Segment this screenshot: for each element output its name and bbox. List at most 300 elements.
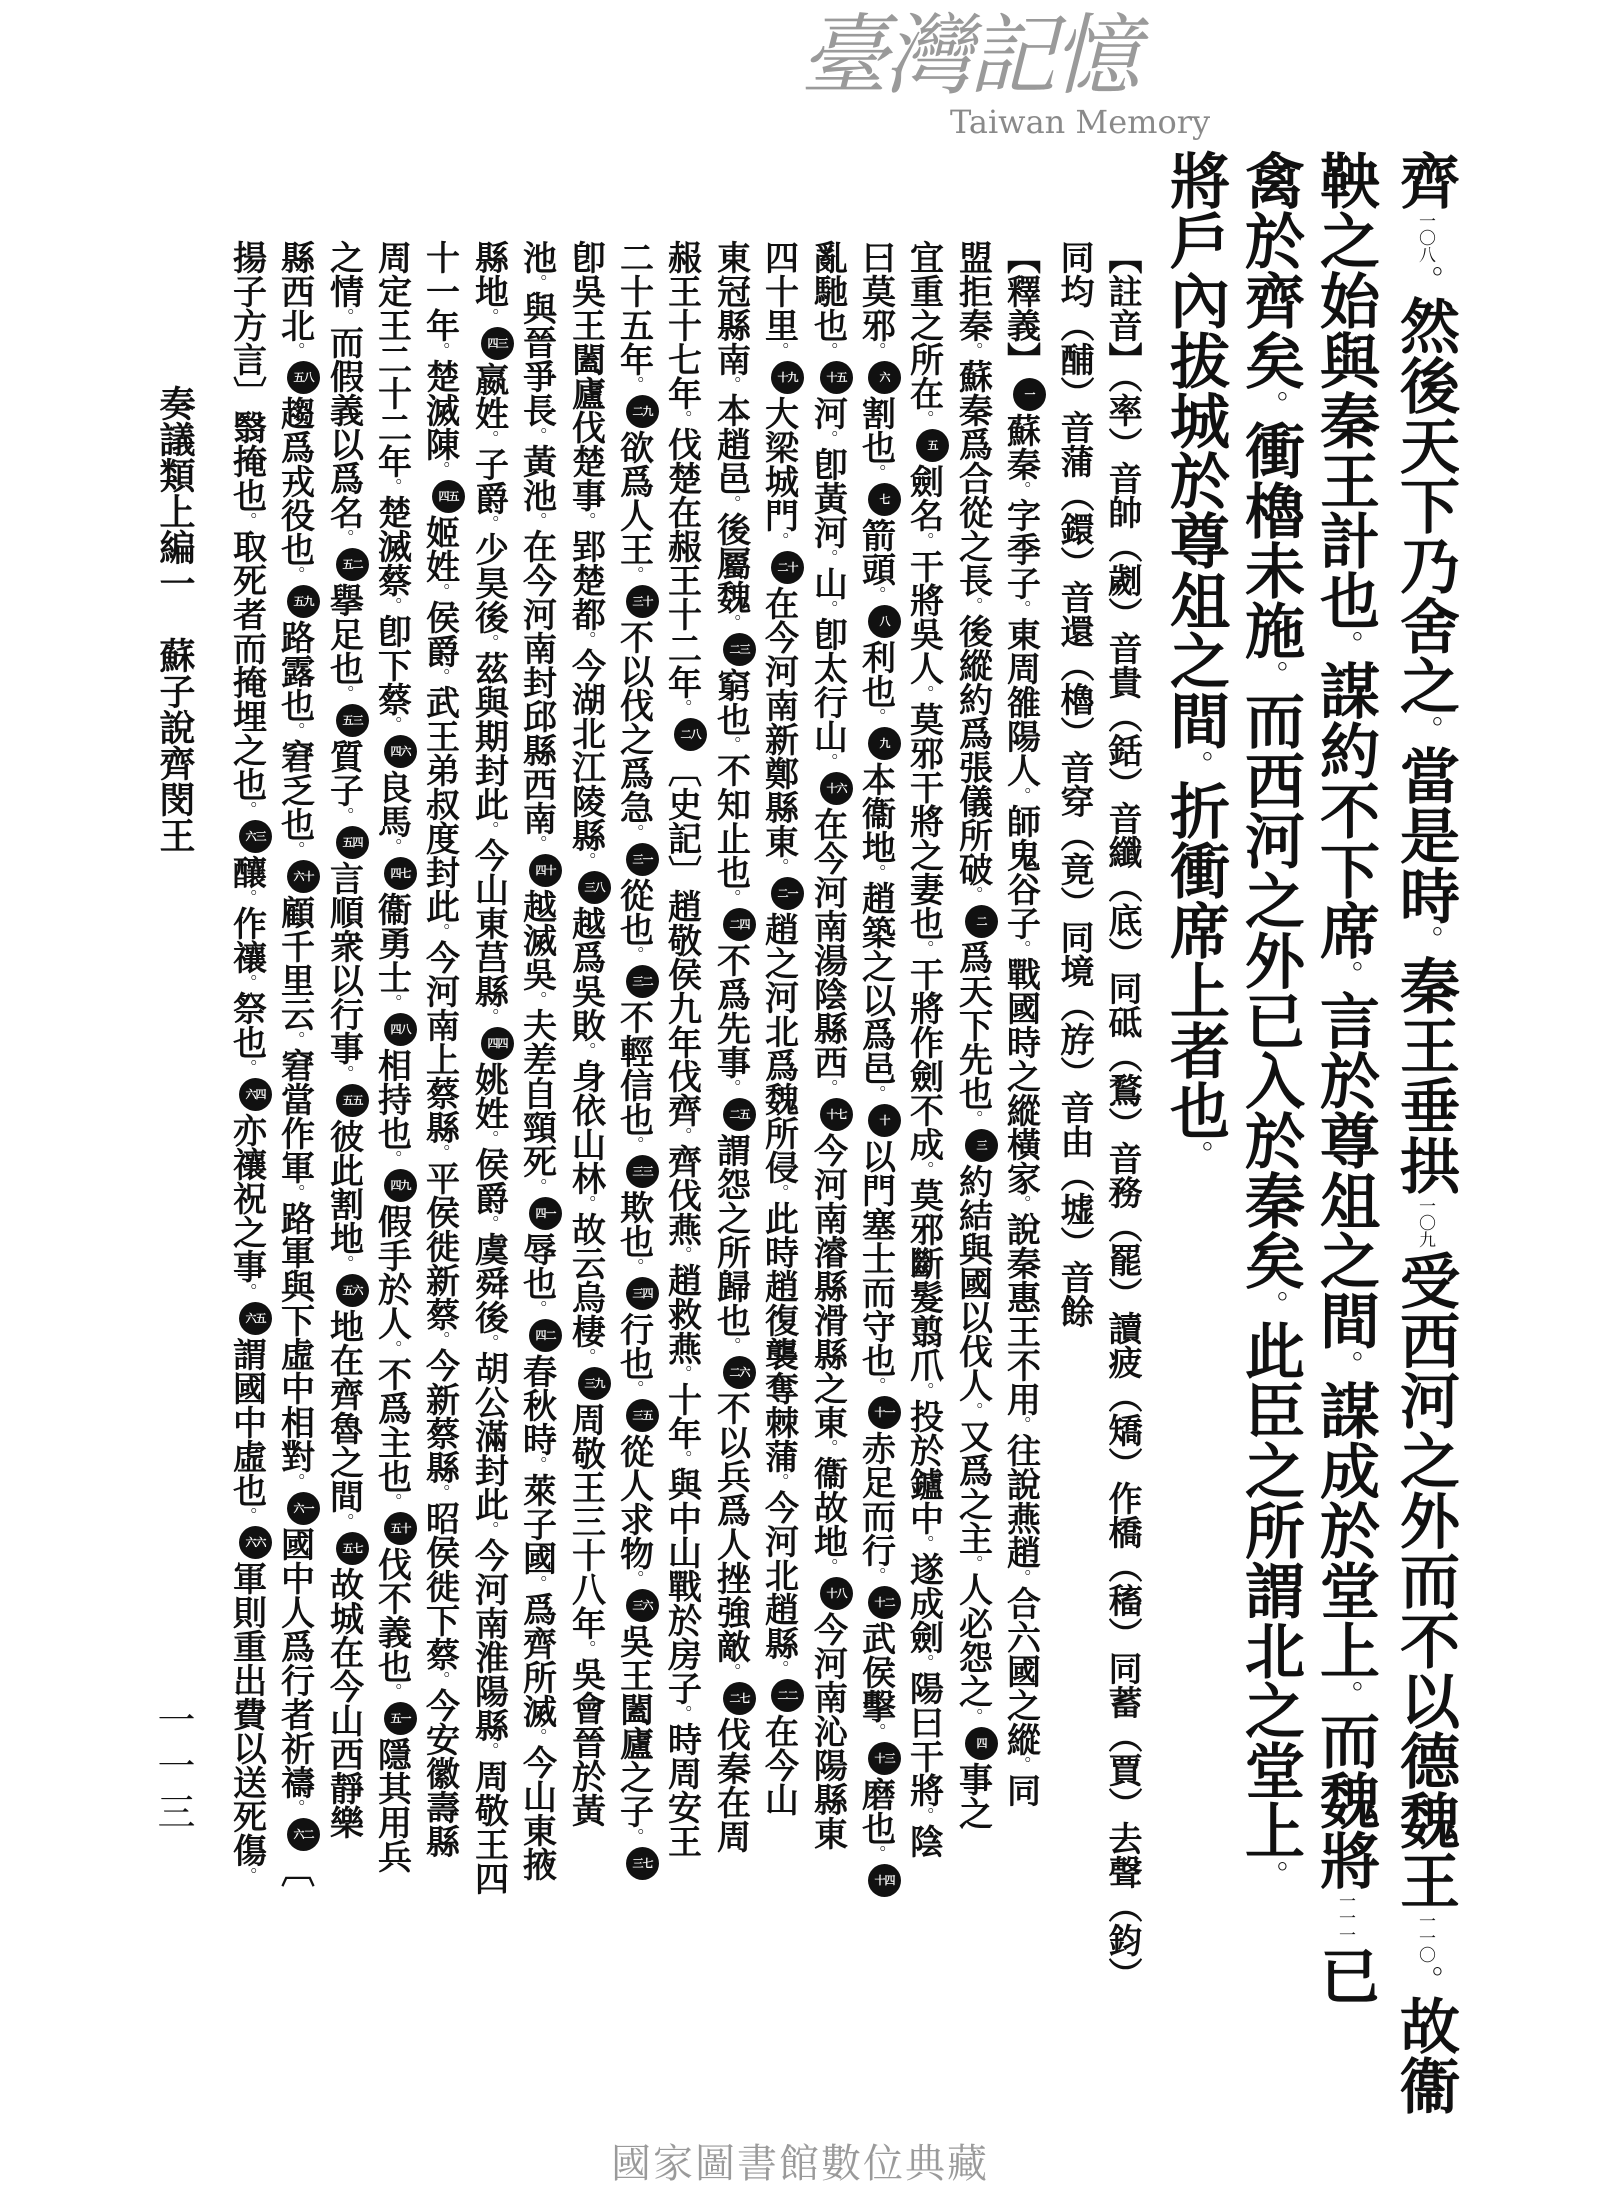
punctuation-mark: 。 xyxy=(1253,1860,1288,1890)
text-run: 今湖北江陵縣 xyxy=(565,648,606,852)
text-run: 後屬魏 xyxy=(710,512,751,614)
note-marker: 十八 xyxy=(820,1577,853,1610)
running-title: 奏議類上編一 蘇子說齊閔王 xyxy=(154,385,196,853)
text-run: 以門塞士而守也 xyxy=(855,1139,896,1377)
note-marker: 十三 xyxy=(868,1742,901,1775)
text-run: 欺也 xyxy=(613,1190,654,1258)
punctuation-mark: 。 xyxy=(768,532,789,549)
text-run: 假手於人 xyxy=(371,1204,412,1340)
text-run: 伐秦在周 xyxy=(710,1717,751,1853)
text-run: 大梁城門 xyxy=(758,396,799,532)
text-run: 窘當作軍 xyxy=(274,1048,315,1184)
note-marker: 三六 xyxy=(626,1589,659,1622)
text-run: 蘇秦 xyxy=(1000,413,1041,481)
text-run: 蘇秦爲合從之長 xyxy=(952,359,993,597)
text-run: 釀 xyxy=(226,855,267,889)
text-run: 爲天下先也 xyxy=(952,940,993,1110)
text-run: 割也 xyxy=(855,396,896,464)
text-run: 從人求物 xyxy=(613,1434,654,1570)
note-marker: 十五 xyxy=(820,361,853,394)
punctuation-mark: 。 xyxy=(478,1742,499,1759)
note-column xyxy=(1000,240,1046,1807)
text-run: 少昊後 xyxy=(468,532,509,634)
text-run: 與中山戰於房子 xyxy=(661,1467,702,1705)
text-run: 戰國時之縱橫家 xyxy=(1000,957,1041,1195)
note-column xyxy=(323,240,369,1839)
text-run: 卽太行山 xyxy=(807,617,848,753)
note-marker: 五五 xyxy=(336,1084,369,1117)
punctuation-mark: 。 xyxy=(913,1807,934,1824)
page-number: 一一三 xyxy=(151,1700,195,1838)
text-run: 〔 xyxy=(274,1853,315,1887)
punctuation-mark: 。 xyxy=(913,1161,934,1178)
punctuation-mark: 。 xyxy=(817,600,838,617)
text-run: 黃池 xyxy=(516,444,557,512)
punctuation-mark: 。 xyxy=(333,1255,354,1272)
text-run: 趙救燕 xyxy=(661,1263,702,1365)
punctuation-mark: 。 xyxy=(575,852,596,869)
note-column xyxy=(516,240,562,1881)
text-run: 干將吳人 xyxy=(903,549,944,685)
punctuation-mark: 。 xyxy=(1253,660,1288,690)
punctuation-mark: 。 xyxy=(1253,1290,1288,1320)
punctuation-mark: 。 xyxy=(526,1178,547,1195)
text-run: 趨爲戎役也 xyxy=(274,396,315,566)
note-marker: 六一 xyxy=(287,1492,320,1525)
punctuation-mark: 。 xyxy=(817,1558,838,1575)
punctuation-mark: 。 xyxy=(623,566,644,583)
text-run: 姚姓 xyxy=(468,1062,509,1130)
punctuation-mark: 。 xyxy=(478,821,499,838)
text-run: 【註音】（率）音帥（劌）音貴（銛）音纖（底）同砥（鶩）音務（罷）讀疲（矯）作橋（稸）同蓄（賈）去聲（鈞） xyxy=(1102,240,1142,1991)
note-marker: 五 xyxy=(916,429,949,462)
library-watermark: 國家圖書館數位典藏 xyxy=(611,2141,989,2187)
text-run: 同 xyxy=(1000,1773,1041,1807)
text-run: 卽黃河 xyxy=(807,447,848,549)
section-number: 一〇八 xyxy=(1415,212,1435,263)
punctuation-mark: 。 xyxy=(865,1845,886,1862)
text-run: 周定王二十二年 xyxy=(371,240,412,478)
punctuation-mark: 。 xyxy=(962,342,983,359)
punctuation-mark: 。 xyxy=(720,495,741,512)
punctuation-mark: 。 xyxy=(284,1473,305,1490)
text-run: 本衞地 xyxy=(855,762,896,864)
taiwan-memory-logo-watermark xyxy=(800,4,1260,143)
punctuation-mark: 。 xyxy=(381,716,402,733)
note-marker: 十二 xyxy=(868,1586,901,1619)
text-run: 作禳 xyxy=(226,906,267,974)
punctuation-mark: 。 xyxy=(1328,960,1363,990)
punctuation-mark: 。 xyxy=(478,1334,499,1351)
note-marker: 四 xyxy=(965,1727,998,1760)
punctuation-mark: 。 xyxy=(720,614,741,631)
punctuation-mark: 。 xyxy=(429,1671,450,1688)
note-column xyxy=(952,240,998,1830)
text-run: 劍名 xyxy=(903,464,944,532)
punctuation-mark: 。 xyxy=(526,512,547,529)
punctuation-mark: 。 xyxy=(236,974,257,991)
punctuation-mark: 。 xyxy=(865,1723,886,1740)
punctuation-mark: 。 xyxy=(236,801,257,818)
text-run: 赤足而行 xyxy=(855,1431,896,1567)
punctuation-mark: 。 xyxy=(575,1348,596,1365)
text-run: 秦王垂拱 xyxy=(1390,955,1460,1195)
punctuation-mark: 。 xyxy=(865,1567,886,1584)
note-marker: 五二 xyxy=(336,548,369,581)
text-run: 越爲吳敗 xyxy=(565,906,606,1042)
note-marker: 四十 xyxy=(529,854,562,887)
text-run: 陽曰干將 xyxy=(903,1671,944,1807)
punctuation-mark: 。 xyxy=(768,342,789,359)
note-marker: 三五 xyxy=(626,1399,659,1432)
punctuation-mark: 。 xyxy=(236,512,257,529)
text-run: 謂怨之所歸也 xyxy=(710,1133,751,1337)
note-marker: 十 xyxy=(868,1104,901,1137)
punctuation-mark: 。 xyxy=(1010,1756,1031,1773)
punctuation-mark: 。 xyxy=(236,1059,257,1076)
punctuation-mark: 。 xyxy=(381,1340,402,1357)
text-run: 陰 xyxy=(903,1824,944,1858)
punctuation-mark: 。 xyxy=(962,1402,983,1419)
note-marker: 二 xyxy=(965,905,998,938)
punctuation-mark: 。 xyxy=(526,1456,547,1473)
text-run: 宜重之所在 xyxy=(903,240,944,410)
note-column xyxy=(565,240,611,1827)
text-run: 窘乏也 xyxy=(274,739,315,841)
text-run: 不以兵爲人挫強敵 xyxy=(710,1391,751,1663)
punctuation-mark: 。 xyxy=(429,1484,450,1501)
punctuation-mark: 。 xyxy=(575,631,596,648)
punctuation-mark: 。 xyxy=(913,1382,934,1399)
text-run: 衞故地 xyxy=(807,1456,848,1558)
text-run: 莫邪干將之妻也 xyxy=(903,702,944,940)
text-run: 今安徽壽縣 xyxy=(419,1688,460,1858)
punctuation-mark: 。 xyxy=(284,342,305,359)
note-marker: 四一 xyxy=(529,1197,562,1230)
punctuation-mark: 。 xyxy=(236,889,257,906)
text-run: 合六國之縱 xyxy=(1000,1586,1041,1756)
punctuation-mark: 。 xyxy=(817,1079,838,1096)
main-column xyxy=(1392,150,1458,2115)
punctuation-mark: 。 xyxy=(284,1031,305,1048)
note-marker: 五三 xyxy=(336,704,369,737)
note-marker: 五四 xyxy=(336,826,369,859)
note-marker: 十四 xyxy=(868,1864,901,1897)
text-run: 揚子方言〕翳掩也 xyxy=(226,240,267,512)
punctuation-mark: 。 xyxy=(817,342,838,359)
text-run: 曰莫邪 xyxy=(855,240,896,342)
text-run: 約結與國以伐人 xyxy=(952,1164,993,1402)
punctuation-mark: 。 xyxy=(913,940,934,957)
punctuation-mark: 。 xyxy=(284,1799,305,1816)
text-run: 爲齊所滅 xyxy=(516,1592,557,1728)
note-marker: 五一 xyxy=(384,1702,417,1735)
text-run: 良馬 xyxy=(371,770,412,838)
text-run: 四十里 xyxy=(758,240,799,342)
text-run: 今河南上蔡縣 xyxy=(419,940,460,1144)
text-run: 投於鑪中 xyxy=(903,1399,944,1535)
punctuation-mark: 。 xyxy=(671,1705,692,1722)
text-run: 春秋時 xyxy=(516,1354,557,1456)
logo-english-text: Taiwan Memory xyxy=(950,103,1211,141)
punctuation-mark: 。 xyxy=(478,1130,499,1147)
punctuation-mark: 。 xyxy=(671,1246,692,1263)
note-marker: 三三 xyxy=(626,1155,659,1188)
punctuation-mark: 。 xyxy=(429,1331,450,1348)
text-run: 擧足也 xyxy=(323,583,364,685)
punctuation-mark: 。 xyxy=(913,532,934,549)
note-marker: 五七 xyxy=(336,1532,369,1565)
punctuation-mark: 。 xyxy=(526,1300,547,1317)
text-run: 而西河之外已入於秦矣 xyxy=(1235,690,1305,1290)
text-run: 萊子國 xyxy=(516,1473,557,1575)
punctuation-mark: 。 xyxy=(333,308,354,325)
note-column xyxy=(855,240,901,1899)
text-run: 衝櫓未施 xyxy=(1235,420,1305,660)
text-run: 不輕信也 xyxy=(613,1000,654,1136)
punctuation-mark: 。 xyxy=(1178,750,1213,780)
text-run: 今山東莒縣 xyxy=(468,838,509,1008)
note-marker: 五十 xyxy=(384,1512,417,1545)
punctuation-mark: 。 xyxy=(236,1283,257,1300)
note-column xyxy=(613,240,659,1882)
text-run: 軍則重出費以送死傷 xyxy=(226,1561,267,1867)
text-run: 謂國中虛也 xyxy=(226,1337,267,1507)
text-run: 將戶內拔城於尊俎之間 xyxy=(1160,150,1230,750)
text-run: 縣西北 xyxy=(274,240,315,342)
text-run: 今新蔡縣 xyxy=(419,1348,460,1484)
text-run: 郢楚都 xyxy=(565,529,606,631)
punctuation-mark: 。 xyxy=(623,946,644,963)
text-run: 彼此割地 xyxy=(323,1119,364,1255)
punctuation-mark: 。 xyxy=(962,1555,983,1572)
section-number: 一一〇 xyxy=(1415,1912,1435,1963)
text-run: 之情 xyxy=(323,240,364,308)
punctuation-mark: 。 xyxy=(575,1640,596,1657)
text-run: 在今河南湯陰縣西 xyxy=(807,807,848,1079)
note-marker: 六 xyxy=(868,361,901,394)
punctuation-mark: 。 xyxy=(284,722,305,739)
note-column xyxy=(758,240,804,1816)
text-run: 隱其用兵 xyxy=(371,1737,412,1873)
punctuation-mark: 。 xyxy=(1328,630,1363,660)
punctuation-mark: 。 xyxy=(913,410,934,427)
punctuation-mark: 。 xyxy=(526,991,547,1008)
punctuation-mark: 。 xyxy=(962,886,983,903)
text-run: 與晉爭長 xyxy=(516,291,557,427)
text-run: 縣地 xyxy=(468,240,509,308)
note-marker: 二二 xyxy=(771,1679,804,1712)
main-column xyxy=(1162,150,1228,1170)
punctuation-mark: 。 xyxy=(526,1575,547,1592)
punctuation-mark: 。 xyxy=(381,1683,402,1700)
text-run: 趙之河北爲魏所侵 xyxy=(758,912,799,1184)
punctuation-mark: 。 xyxy=(865,342,886,359)
note-column xyxy=(1053,240,1095,1328)
punctuation-mark: 。 xyxy=(575,1195,596,1212)
text-run: 今河南沁陽縣東 xyxy=(807,1612,848,1850)
text-run: 禽於齊矣 xyxy=(1235,150,1305,390)
punctuation-mark: 。 xyxy=(623,376,644,393)
punctuation-mark: 。 xyxy=(671,1127,692,1144)
punctuation-mark: 。 xyxy=(865,1377,886,1394)
punctuation-mark: 。 xyxy=(865,708,886,725)
text-run: 〔史記〕趙敬侯九年伐齊 xyxy=(661,753,702,1127)
note-marker: 二六 xyxy=(723,1356,756,1389)
note-marker: 四三 xyxy=(481,327,514,360)
punctuation-mark: 。 xyxy=(333,1513,354,1530)
note-marker: 十六 xyxy=(820,772,853,805)
punctuation-mark: 。 xyxy=(1010,787,1031,804)
text-run: 夫差自頸死 xyxy=(516,1008,557,1178)
punctuation-mark: 。 xyxy=(623,824,644,841)
text-run: 虞舜後 xyxy=(468,1232,509,1334)
text-run: 十年 xyxy=(661,1382,702,1450)
text-run: 人必怨之 xyxy=(952,1572,993,1708)
punctuation-mark: 。 xyxy=(913,1535,934,1552)
text-run: 時周安王 xyxy=(661,1722,702,1858)
punctuation-mark: 。 xyxy=(671,699,692,716)
note-marker: 六六 xyxy=(239,1526,272,1559)
punctuation-mark: 。 xyxy=(429,583,450,600)
text-run: 二十五年 xyxy=(613,240,654,376)
note-column xyxy=(419,240,465,1858)
text-run: 鞅之始與秦王計也 xyxy=(1310,150,1380,630)
punctuation-mark: 。 xyxy=(913,685,934,702)
note-column xyxy=(903,240,949,1858)
text-run: 干將作劍不成 xyxy=(903,957,944,1161)
punctuation-mark: 。 xyxy=(284,1184,305,1201)
note-marker: 六二 xyxy=(287,1818,320,1851)
punctuation-mark: 。 xyxy=(333,1065,354,1082)
punctuation-mark: 。 xyxy=(865,864,886,881)
punctuation-mark: 。 xyxy=(478,515,499,532)
note-marker: 九 xyxy=(868,727,901,760)
text-run: 從也 xyxy=(613,878,654,946)
text-run: 不以伐之爲急 xyxy=(613,620,654,824)
punctuation-mark: 。 xyxy=(526,1728,547,1745)
text-run: 今河南淮陽縣 xyxy=(468,1538,509,1742)
text-run: 國中人爲行者祈禱 xyxy=(274,1527,315,1799)
text-run: 身依山林 xyxy=(565,1059,606,1195)
note-marker: 五六 xyxy=(336,1274,369,1307)
text-run: 赧王十七年 xyxy=(661,240,702,410)
punctuation-mark: 。 xyxy=(333,529,354,546)
text-run: 平侯徙新蔡 xyxy=(419,1161,460,1331)
text-run: 吳會晉於黃 xyxy=(565,1657,606,1827)
text-run: 此臣之所謂北之堂上 xyxy=(1235,1320,1305,1860)
text-run: 茲與期封此 xyxy=(468,651,509,821)
text-run: 辱也 xyxy=(516,1232,557,1300)
note-marker: 四八 xyxy=(384,1013,417,1046)
text-run: 而魏將 xyxy=(1310,1710,1380,1890)
text-run: 周敬王三十八年 xyxy=(565,1402,606,1640)
punctuation-mark: 。 xyxy=(1010,600,1031,617)
text-run: 盟拒秦 xyxy=(952,240,993,342)
text-run: 楚滅蔡 xyxy=(371,495,412,597)
punctuation-mark: 。 xyxy=(865,464,886,481)
text-run: 故衞 xyxy=(1390,1995,1460,2115)
note-column xyxy=(274,240,320,1887)
punctuation-mark: 。 xyxy=(865,1085,886,1102)
punctuation-mark: 。 xyxy=(623,1570,644,1587)
punctuation-mark: 。 xyxy=(671,1365,692,1382)
punctuation-mark: 。 xyxy=(720,736,741,753)
text-run: 伐楚在赧王十二年 xyxy=(661,427,702,699)
text-run: 東冠縣南 xyxy=(710,240,751,376)
text-run: 亦禳祝之事 xyxy=(226,1113,267,1283)
text-run: 今河南濬縣滑縣之東 xyxy=(807,1133,848,1439)
note-marker: 三一 xyxy=(626,843,659,876)
punctuation-mark: 。 xyxy=(1408,715,1443,745)
punctuation-mark: 。 xyxy=(478,1521,499,1538)
text-run: 越滅吳 xyxy=(516,889,557,991)
punctuation-mark: 。 xyxy=(720,376,741,393)
text-run: 往說燕趙 xyxy=(1000,1433,1041,1569)
note-marker: 六五 xyxy=(239,1302,272,1335)
punctuation-mark: 。 xyxy=(720,1663,741,1680)
note-marker: 二四 xyxy=(723,908,756,941)
punctuation-mark: 。 xyxy=(768,1473,789,1490)
punctuation-mark: 。 xyxy=(1010,1195,1031,1212)
punctuation-mark: 。 xyxy=(526,427,547,444)
note-marker: 四九 xyxy=(384,1169,417,1202)
text-run: 此時趙復襲奪棘蒲 xyxy=(758,1201,799,1473)
punctuation-mark: 。 xyxy=(575,512,596,529)
note-marker: 四七 xyxy=(384,857,417,890)
punctuation-mark: 。 xyxy=(284,841,305,858)
section-number: 一〇九 xyxy=(1415,1197,1435,1248)
punctuation-mark: 。 xyxy=(1010,1569,1031,1586)
note-marker: 六十 xyxy=(287,860,320,893)
note-marker: 六三 xyxy=(239,820,272,853)
text-run: 言順衆以行事 xyxy=(323,861,364,1065)
punctuation-mark: 。 xyxy=(526,835,547,852)
note-marker: 四五 xyxy=(432,480,465,513)
punctuation-mark: 。 xyxy=(429,668,450,685)
text-run: 路露也 xyxy=(274,620,315,722)
note-column xyxy=(226,240,272,1884)
punctuation-mark: 。 xyxy=(478,634,499,651)
text-run: 十一年 xyxy=(419,240,460,342)
punctuation-mark: 。 xyxy=(478,1008,499,1025)
punctuation-mark: 。 xyxy=(1408,265,1443,295)
text-run: 胡公滿封此 xyxy=(468,1351,509,1521)
text-run: 東周雒陽人 xyxy=(1000,617,1041,787)
note-marker: 三十 xyxy=(626,585,659,618)
punctuation-mark: 。 xyxy=(381,838,402,855)
punctuation-mark: 。 xyxy=(1408,1965,1443,1995)
punctuation-mark: 。 xyxy=(720,1337,741,1354)
punctuation-mark: 。 xyxy=(333,807,354,824)
text-run: 當是時 xyxy=(1390,745,1460,925)
note-marker: 三九 xyxy=(578,1367,611,1400)
text-run: 行也 xyxy=(613,1312,654,1380)
text-run: 吳王闔廬之子 xyxy=(613,1624,654,1828)
note-marker: 二九 xyxy=(626,395,659,428)
text-run: 故城在今山西靜樂 xyxy=(323,1567,364,1839)
text-run: 利也 xyxy=(855,640,896,708)
text-run: 不知止也 xyxy=(710,753,751,889)
note-marker: 二七 xyxy=(723,1682,756,1715)
punctuation-mark: 。 xyxy=(768,1660,789,1677)
note-marker: 二十 xyxy=(771,551,804,584)
text-run: 祭也 xyxy=(226,991,267,1059)
text-run: 在今山 xyxy=(758,1714,799,1816)
punctuation-mark: 。 xyxy=(1010,1416,1031,1433)
punctuation-mark: 。 xyxy=(333,685,354,702)
punctuation-mark: 。 xyxy=(817,753,838,770)
